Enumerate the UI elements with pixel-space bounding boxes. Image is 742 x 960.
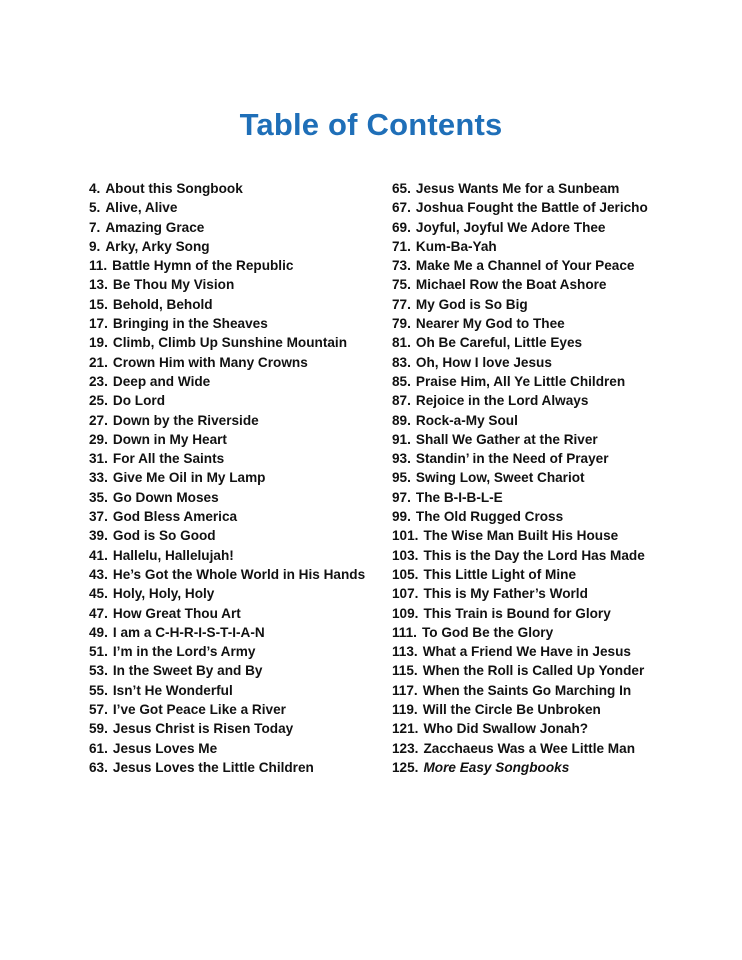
toc-entry[interactable] (89, 218, 389, 237)
toc-page-number: 107. (392, 586, 419, 602)
toc-song-title: This Little Light of Mine (423, 566, 577, 582)
toc-entry[interactable] (392, 700, 712, 719)
toc-page-number: 5. (89, 200, 101, 216)
toc-page-number: 29. (89, 431, 108, 447)
toc-entry[interactable] (89, 642, 389, 661)
toc-song-title: The Wise Man Built His House (423, 528, 619, 544)
toc-page-number: 91. (392, 431, 411, 447)
toc-entry[interactable] (392, 256, 712, 275)
toc-page-number: 85. (392, 373, 411, 389)
toc-song-title: Arky, Arky Song (105, 238, 210, 254)
toc-page-number: 99. (392, 509, 411, 525)
toc-song-title: I am a C-H-R-I-S-T-I-A-N (112, 624, 265, 640)
toc-entry[interactable] (89, 739, 389, 758)
toc-song-title: Alive, Alive (105, 200, 178, 216)
toc-entry[interactable] (89, 411, 389, 430)
toc-song-title: Michael Row the Boat Ashore (415, 277, 607, 293)
toc-entry[interactable] (392, 623, 712, 642)
toc-entry[interactable] (89, 700, 389, 719)
toc-song-title: Make Me a Channel of Your Peace (415, 258, 635, 274)
toc-song-title: Hallelu, Hallelujah! (112, 547, 234, 563)
toc-song-title: Shall We Gather at the River (415, 431, 598, 447)
toc-song-title: Deep and Wide (112, 373, 211, 389)
toc-page-number: 33. (89, 470, 108, 486)
toc-entry[interactable] (89, 468, 389, 487)
toc-page-number: 59. (89, 721, 108, 737)
toc-song-title: Zacchaeus Was a Wee Little Man (423, 740, 635, 756)
toc-entry[interactable] (89, 623, 389, 642)
toc-entry[interactable] (392, 642, 712, 661)
toc-song-title: Rock-a-My Soul (415, 412, 518, 428)
toc-entry[interactable] (392, 314, 712, 333)
toc-song-title: When the Saints Go Marching In (422, 682, 632, 698)
toc-song-title: Bringing in the Sheaves (112, 316, 268, 332)
toc-right-column (392, 179, 712, 777)
toc-song-title: Do Lord (112, 393, 166, 409)
toc-song-title: Isn’t He Wonderful (112, 682, 233, 698)
toc-entry[interactable] (89, 661, 389, 680)
toc-page-number: 9. (89, 238, 101, 254)
toc-entry[interactable] (89, 565, 389, 584)
toc-page-number: 79. (392, 316, 411, 332)
toc-entry[interactable] (89, 179, 389, 198)
toc-page-number: 57. (89, 702, 108, 718)
toc-song-title: God Bless America (112, 509, 238, 525)
toc-page-number: 25. (89, 393, 108, 409)
toc-song-title: About this Songbook (105, 181, 243, 196)
toc-song-title: Joyful, Joyful We Adore Thee (415, 219, 606, 235)
toc-entry[interactable] (89, 372, 389, 391)
toc-page-number: 27. (89, 412, 108, 428)
toc-song-title: Climb, Climb Up Sunshine Mountain (112, 335, 348, 351)
toc-entry[interactable] (392, 353, 712, 372)
toc-song-title: This is My Father’s World (423, 586, 588, 602)
toc-page-number: 83. (392, 354, 411, 370)
toc-page-number: 73. (392, 258, 411, 274)
toc-page-number: 117. (392, 682, 418, 698)
toc-entry[interactable] (392, 758, 712, 777)
toc-entry[interactable] (392, 391, 712, 410)
toc-entry[interactable] (89, 546, 389, 565)
toc-song-title: This is the Day the Lord Has Made (423, 547, 645, 563)
toc-page-number: 95. (392, 470, 411, 486)
toc-song-title: More Easy Songbooks (423, 759, 570, 775)
toc-entry[interactable] (89, 391, 389, 410)
toc-entry[interactable] (392, 198, 712, 217)
toc-entry[interactable] (89, 353, 389, 372)
toc-song-title: Holy, Holy, Holy (112, 586, 215, 602)
toc-page-number: 121. (392, 721, 419, 737)
toc-page-number: 109. (392, 605, 419, 621)
toc-page-number: 17. (89, 316, 108, 332)
toc-page-number: 89. (392, 412, 411, 428)
toc-page-number: 67. (392, 200, 411, 216)
toc-entry[interactable] (89, 604, 389, 623)
toc-song-title: Down by the Riverside (112, 412, 259, 428)
toc-page-number: 7. (89, 219, 101, 235)
toc-page-number: 103. (392, 547, 419, 563)
toc-song-title: The B-I-B-L-E (415, 489, 503, 505)
toc-page-number: 93. (392, 451, 411, 467)
toc-page-number: 45. (89, 586, 108, 602)
toc-song-title: Jesus Wants Me for a Sunbeam (415, 181, 620, 196)
toc-page-number: 11. (89, 258, 108, 274)
toc-page-number: 21. (89, 354, 108, 370)
toc-entry[interactable] (392, 546, 712, 565)
toc-song-title: What a Friend We Have in Jesus (422, 644, 631, 660)
toc-page-number: 87. (392, 393, 411, 409)
toc-song-title: Jesus Loves Me (112, 740, 218, 756)
toc-page-number: 13. (89, 277, 108, 293)
toc-song-title: Joshua Fought the Battle of Jericho (415, 200, 648, 216)
toc-song-title: Crown Him with Many Crowns (112, 354, 308, 370)
toc-page-number: 77. (392, 296, 411, 312)
toc-song-title: Kum-Ba-Yah (415, 238, 497, 254)
toc-page-number: 69. (392, 219, 411, 235)
toc-page-number: 63. (89, 759, 108, 775)
toc-entry[interactable] (89, 758, 389, 777)
toc-entry[interactable] (89, 526, 389, 545)
toc-entry[interactable] (392, 604, 712, 623)
toc-page-number: 65. (392, 181, 411, 196)
toc-entry[interactable] (392, 430, 712, 449)
toc-entry[interactable] (89, 507, 389, 526)
toc-page-number: 37. (89, 509, 108, 525)
toc-page-number: 105. (392, 566, 419, 582)
toc-page-number: 81. (392, 335, 411, 351)
toc-song-title: Down in My Heart (112, 431, 227, 447)
toc-song-title: Standin’ in the Need of Prayer (415, 451, 609, 467)
toc-song-title: I’ve Got Peace Like a River (112, 702, 286, 718)
toc-entry[interactable] (392, 565, 712, 584)
toc-left-column (89, 179, 389, 777)
toc-song-title: Rejoice in the Lord Always (415, 393, 589, 409)
toc-page-number: 97. (392, 489, 411, 505)
toc-entry[interactable] (89, 449, 389, 468)
page-title: Table of Contents (239, 106, 503, 142)
toc-entry[interactable] (392, 218, 712, 237)
toc-entry[interactable] (392, 661, 712, 680)
toc-page-number: 51. (89, 644, 108, 660)
toc-song-title: For All the Saints (112, 451, 225, 467)
toc-page-number: 23. (89, 373, 108, 389)
toc-entry[interactable] (392, 372, 712, 391)
toc-entry[interactable] (392, 237, 712, 256)
toc-song-title: Amazing Grace (105, 219, 205, 235)
toc-entry[interactable] (392, 584, 712, 603)
toc-page-number: 101. (392, 528, 419, 544)
toc-song-title: Oh Be Careful, Little Eyes (415, 335, 583, 351)
toc-song-title: Praise Him, All Ye Little Children (415, 373, 626, 389)
toc-song-title: Behold, Behold (112, 296, 213, 312)
toc-entry[interactable] (392, 488, 712, 507)
toc-entry[interactable] (89, 295, 389, 314)
toc-page-number: 4. (89, 181, 101, 196)
toc-page-number: 119. (392, 702, 418, 718)
toc-page-number: 43. (89, 566, 108, 582)
toc-page-number: 115. (392, 663, 418, 679)
toc-entry[interactable] (89, 719, 389, 738)
toc-page-number: 15. (89, 296, 108, 312)
toc-song-title: Will the Circle Be Unbroken (422, 702, 601, 718)
toc-entry[interactable] (89, 681, 389, 700)
toc-entry[interactable] (89, 256, 389, 275)
toc-entry[interactable] (392, 275, 712, 294)
toc-page-number: 41. (89, 547, 108, 563)
toc-entry[interactable] (392, 681, 712, 700)
toc-entry[interactable] (392, 507, 712, 526)
toc-entry[interactable] (89, 275, 389, 294)
toc-song-title: Be Thou My Vision (112, 277, 235, 293)
toc-page-number: 113. (392, 644, 418, 660)
toc-song-title: Jesus Christ is Risen Today (112, 721, 294, 737)
toc-entry[interactable] (392, 468, 712, 487)
toc-page-number: 49. (89, 624, 108, 640)
toc-song-title: He’s Got the Whole World in His Hands (112, 566, 366, 582)
toc-entry[interactable] (392, 295, 712, 314)
toc-entry[interactable] (89, 333, 389, 352)
toc-song-title: I’m in the Lord’s Army (112, 644, 256, 660)
toc-song-title: Nearer My God to Thee (415, 316, 565, 332)
toc-entry[interactable] (89, 430, 389, 449)
toc-song-title: Oh, How I love Jesus (415, 354, 552, 370)
toc-entry[interactable] (89, 584, 389, 603)
toc-entry[interactable] (89, 237, 389, 256)
toc-page-number: 125. (392, 759, 419, 775)
toc-song-title: Who Did Swallow Jonah? (423, 721, 589, 737)
toc-song-title: The Old Rugged Cross (415, 509, 564, 525)
toc-page-number: 31. (89, 451, 108, 467)
toc-page-number: 75. (392, 277, 411, 293)
toc-song-title: Jesus Loves the Little Children (112, 759, 314, 775)
toc-entry[interactable] (89, 198, 389, 217)
toc-entry[interactable] (89, 488, 389, 507)
toc-song-title: Go Down Moses (112, 489, 219, 505)
toc-entry[interactable] (392, 411, 712, 430)
toc-entry[interactable] (392, 719, 712, 738)
toc-song-title: To God Be the Glory (421, 624, 554, 640)
toc-song-title: When the Roll is Called Up Yonder (422, 663, 645, 679)
toc-entry[interactable] (392, 526, 712, 545)
toc-song-title: My God is So Big (415, 296, 528, 312)
toc-song-title: Give Me Oil in My Lamp (112, 470, 266, 486)
toc-entry[interactable] (392, 179, 712, 198)
toc-page-number: 71. (392, 238, 411, 254)
toc-entry[interactable] (392, 333, 712, 352)
toc-page-number: 35. (89, 489, 108, 505)
toc-song-title: How Great Thou Art (112, 605, 241, 621)
toc-entry[interactable] (89, 314, 389, 333)
toc-song-title: Swing Low, Sweet Chariot (415, 470, 585, 486)
toc-entry[interactable] (392, 449, 712, 468)
toc-page-number: 19. (89, 335, 108, 351)
toc-page-number: 47. (89, 605, 108, 621)
toc-page-number: 39. (89, 528, 108, 544)
toc-song-title: Battle Hymn of the Republic (112, 258, 294, 274)
toc-page-number: 111. (392, 624, 417, 640)
toc-page-number: 123. (392, 740, 419, 756)
toc-song-title: This Train is Bound for Glory (423, 605, 611, 621)
toc-entry[interactable] (392, 739, 712, 758)
toc-page-number: 53. (89, 663, 108, 679)
toc-song-title: In the Sweet By and By (112, 663, 263, 679)
toc-page-number: 55. (89, 682, 108, 698)
toc-page-number: 61. (89, 740, 108, 756)
toc-song-title: God is So Good (112, 528, 216, 544)
